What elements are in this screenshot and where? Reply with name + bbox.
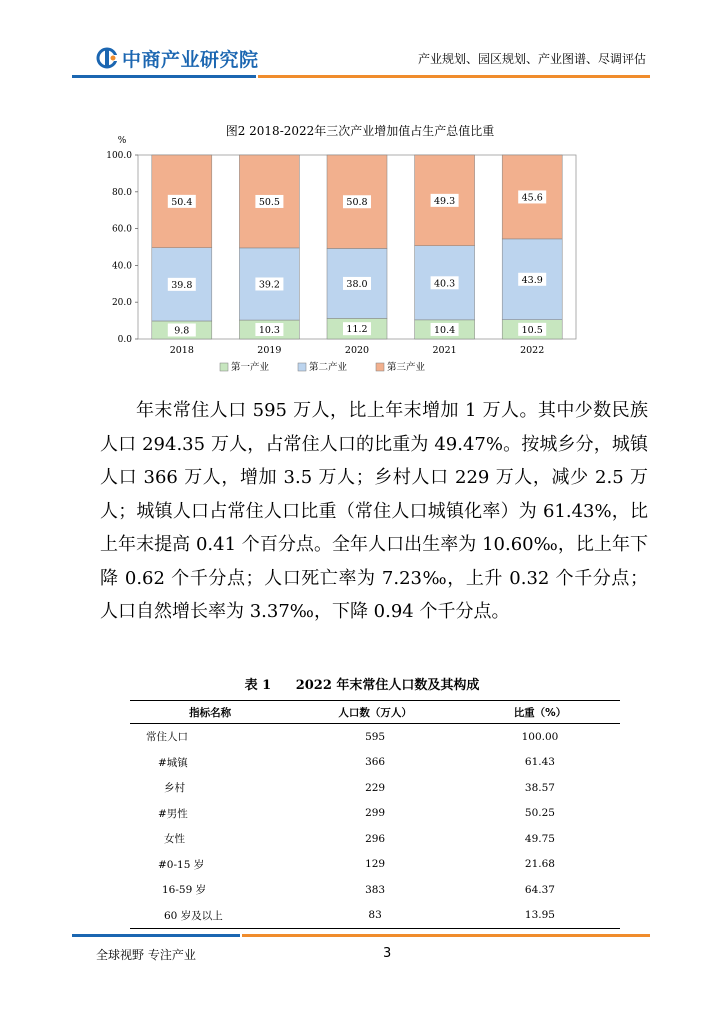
table-row: [130, 852, 620, 878]
legend-label: 第三产业: [387, 362, 426, 373]
row-name: #男性: [158, 807, 188, 820]
header-population: 人口数（万人）: [290, 701, 460, 724]
y-tick-label: 20.0: [111, 298, 132, 309]
row-share: 49.75: [524, 832, 555, 845]
row-value: 129: [365, 858, 386, 871]
x-tick-label: 2021: [432, 345, 457, 356]
data-label: 49.3: [434, 195, 456, 207]
logo-mark-icon: [96, 47, 118, 69]
row-value: 229: [365, 781, 386, 794]
data-label: 45.6: [521, 192, 543, 204]
row-name: 60 岁及以上: [130, 903, 290, 929]
table-title: [0, 674, 724, 693]
table-row: [130, 724, 620, 750]
data-label: 43.9: [521, 274, 543, 286]
table-row: [130, 903, 620, 929]
data-label: 10.4: [434, 324, 456, 336]
table-header-row: [130, 701, 620, 724]
row-share: 21.68: [524, 858, 555, 871]
data-label: 11.2: [346, 324, 368, 336]
row-value: 595: [365, 730, 386, 743]
table-row: [130, 826, 620, 852]
data-label: 10.3: [258, 325, 280, 337]
data-label: 50.5: [258, 196, 280, 208]
x-tick-label: 2022: [520, 345, 545, 356]
table-row: [130, 877, 620, 903]
row-name: 常住人口: [146, 731, 188, 744]
y-tick-label: 60.0: [111, 224, 132, 235]
data-label: 9.8: [174, 325, 190, 337]
row-name: 女性: [164, 833, 185, 846]
y-tick-label: 0.0: [117, 335, 132, 345]
y-unit-label: %: [117, 136, 127, 146]
industry-share-chart: [100, 120, 620, 385]
data-label: 50.8: [346, 197, 368, 209]
footer-divider-orange: [242, 934, 650, 937]
legend-label: 第二产业: [309, 362, 348, 373]
row-share: 13.95: [460, 903, 620, 929]
row-share: 64.37: [524, 883, 555, 896]
legend-label: 第一产业: [231, 362, 270, 373]
y-tick-label: 80.0: [111, 187, 132, 198]
data-label: 50.4: [171, 196, 193, 208]
row-value: 366: [365, 756, 386, 769]
header-divider-orange: [258, 75, 650, 78]
population-table: [130, 700, 620, 929]
legend-swatch: [298, 363, 306, 371]
row-value: 296: [365, 832, 386, 845]
legend-swatch: [376, 363, 384, 371]
data-label: 10.5: [521, 324, 543, 336]
footer-divider-blue: [72, 934, 240, 937]
y-tick-label: 40.0: [111, 261, 132, 272]
row-share: 38.57: [524, 781, 555, 794]
table-row: [130, 775, 620, 801]
row-name: 16-59 岁: [162, 884, 207, 897]
row-value: 299: [365, 807, 386, 820]
header-divider-blue: [72, 75, 256, 78]
header-tagline: 产业规划、园区规划、产业图谱、尽调评估: [417, 52, 646, 66]
chart-svg: [100, 120, 620, 385]
chart-title: 图2 2018-2022年三次产业增加值占生产总值比重: [225, 124, 495, 138]
page-number: 3: [383, 946, 392, 961]
table-label: 表 1: [244, 678, 272, 693]
data-label: 39.8: [171, 279, 193, 291]
footer-slogan: 全球视野 专注产业: [96, 948, 196, 962]
x-tick-label: 2020: [344, 345, 370, 356]
row-share: 100.00: [521, 730, 559, 743]
row-name: 乡村: [164, 782, 185, 795]
logo-text: 中商产业研究院: [122, 48, 259, 71]
company-logo: [96, 44, 259, 72]
header-indicator: 指标名称: [130, 701, 290, 724]
table-row: [130, 750, 620, 776]
row-share: 50.25: [524, 807, 555, 820]
legend-swatch: [220, 363, 228, 371]
row-value: 83: [290, 903, 460, 929]
x-tick-label: 2019: [257, 345, 282, 356]
table-title-text: 2022 年末常住人口数及其构成: [295, 678, 480, 693]
y-tick-label: 100.0: [106, 151, 132, 161]
row-value: 383: [365, 883, 386, 896]
x-tick-label: 2018: [169, 345, 194, 356]
data-label: 40.3: [434, 278, 456, 290]
table-row: [130, 801, 620, 827]
row-name: #城镇: [158, 756, 188, 769]
data-label: 38.0: [346, 278, 368, 290]
row-name: #0-15 岁: [158, 858, 205, 871]
data-label: 39.2: [258, 279, 280, 291]
row-share: 61.43: [524, 756, 555, 769]
population-paragraph: 年末常住人口 595 万人，比上年末增加 1 万人。其中少数民族人口 294.35 万人，占常住人口的比重为 49.47%。按城乡分，城镇人口 366 万人，增加 3.5 万人；乡村人口 229 万人，减少 2.5 万人；城镇人口占常住人口比重（常住人口城镇化率）为 61.43%，比上年末提高 0.41 个百分点。全年人口出生率为 10.60‰，比上年下降 0.62 个千分点；人口死亡率为 7.23‰，上升 0.32 个千分点；人口自然增长率为 3.37‰，下降 0.94 个千分点。: [100, 400, 648, 622]
header-share: 比重（%）: [460, 701, 620, 724]
